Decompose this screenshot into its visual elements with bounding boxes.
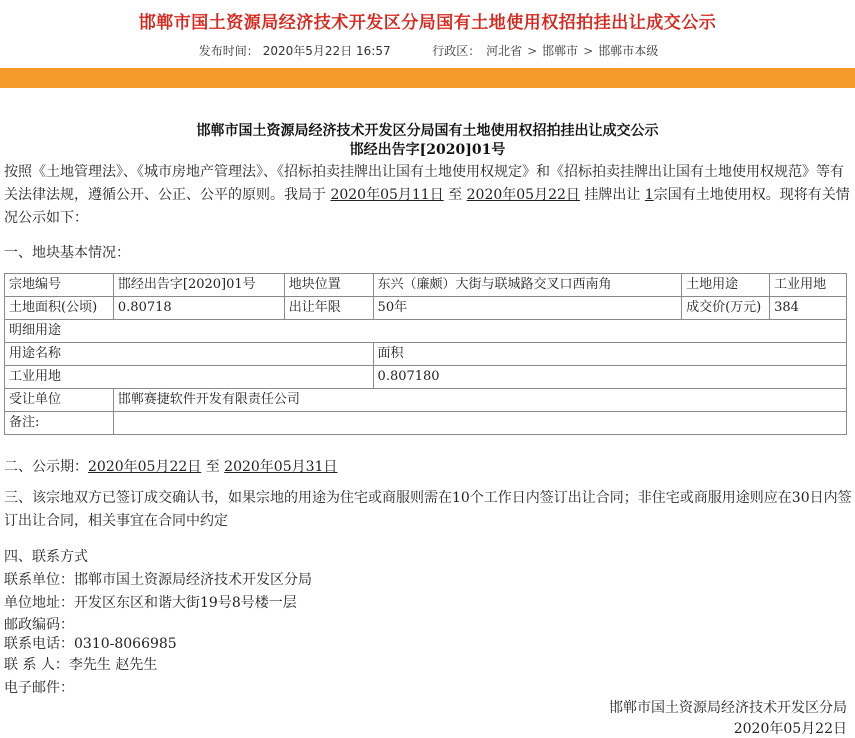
intro-paragraph [4,161,852,230]
notice-end-date: 2020年05月31日 [224,459,338,475]
section-1-heading: 一、地块基本情况： [4,245,130,261]
table-cell: 东兴（廉颇）大街与联城路交叉口西南角 [373,274,682,297]
detail-head-use: 用途名称 [5,343,374,366]
publish-meta [0,42,855,59]
intro-count: 1 [644,187,654,203]
table-row [5,343,847,366]
intro-start-date: 2020年05月11日 [330,187,444,203]
table-cell: 384 [770,297,847,320]
intro-text: 按照《土地管理法》、《城市房地产管理法》、《招标拍卖挂牌出让国有土地使用权规定》和《招标拍卖挂牌出让国有土地使用权规范》等有关法律法规，遵循公开、公正、公平的原则。我局于 [4,164,844,203]
remark-value [113,412,846,435]
table-row [5,297,847,320]
contact-unit: 联系单位：邯郸市国土资源局经济技术开发区分局 [4,572,312,588]
publish-time: 2020年5月22日 16:57 [262,44,391,58]
contact-email: 电子邮件： [4,680,74,696]
detail-use-title: 明细用途 [5,320,847,343]
table-cell: 宗地编号 [5,274,114,297]
assignee-label: 受让单位 [5,389,114,412]
signature-date: 2020年05月22日 [733,721,847,737]
table-cell: 0.80718 [113,297,284,320]
table-row [5,274,847,297]
remark-label: 备注: [5,412,114,435]
table-row [5,412,847,435]
signature-org: 邯郸市国土资源局经济技术开发区分局 [609,700,847,716]
table-cell: 土地用途 [682,274,770,297]
land-info-table [4,273,847,435]
intro-text-c: 宗国有土地使用权。现将有关情况公示如下： [4,187,850,226]
section-2-label: 二、公示期： [4,459,88,475]
page-title: 邯郸市国土资源局经济技术开发区分局国有土地使用权招拍挂出让成交公示 [138,13,717,33]
table-cell: 工业用地 [770,274,847,297]
table-cell: 地块位置 [284,274,373,297]
table-cell: 成交价(万元) [682,297,770,320]
contact-postcode: 邮政编码： [4,617,74,633]
chevron-right-icon: > [527,44,538,58]
intro-text-b: 挂牌出让 [584,187,641,203]
publish-label: 发布时间： [198,44,259,58]
section-2 [4,456,337,476]
breadcrumb-district[interactable]: 邯郸市本级 [598,44,659,58]
table-row [5,320,847,343]
contact-phone: 联系电话：0310-8066985 [4,636,177,652]
table-cell: 50年 [373,297,682,320]
table-cell: 土地面积(公顷) [5,297,114,320]
notice-start-date: 2020年05月22日 [88,459,202,475]
contact-address: 单位地址：开发区东区和谐大街19号8号楼一层 [4,595,297,611]
breadcrumb-province[interactable]: 河北省 [486,44,523,58]
intro-to: 至 [448,187,463,203]
intro-end-date: 2020年05月22日 [466,187,580,203]
table-cell: 出让年限 [284,297,373,320]
table-cell: 邯经出告字[2020]01号 [113,274,284,297]
section-2-to: 至 [205,459,220,475]
contact-person: 联 系 人：李先生 赵先生 [4,657,158,673]
orange-divider-bar [0,68,855,88]
document-title: 邯郸市国土资源局经济技术开发区分局国有土地使用权招拍挂出让成交公示 [196,123,659,139]
chevron-right-icon: > [583,44,594,58]
breadcrumb-city[interactable]: 邯郸市 [542,44,579,58]
detail-use: 工业用地 [5,366,374,389]
detail-area: 0.807180 [373,366,846,389]
detail-head-area: 面积 [373,343,846,366]
region-label: 行政区： [432,44,481,58]
table-row [5,366,847,389]
document-number: 邯经出告字[2020]01号 [349,142,506,158]
assignee-value: 邯郸赛捷软件开发有限责任公司 [113,389,846,412]
section-3: 三、该宗地双方已签订成交确认书，如果宗地的用途为住宅或商服则需在10个工作日内签订出让合同；非住宅或商服用途则应在30日内签订出让合同，相关事宜在合同中约定 [4,490,852,529]
table-row [5,389,847,412]
section-4-heading: 四、联系方式 [4,549,88,565]
